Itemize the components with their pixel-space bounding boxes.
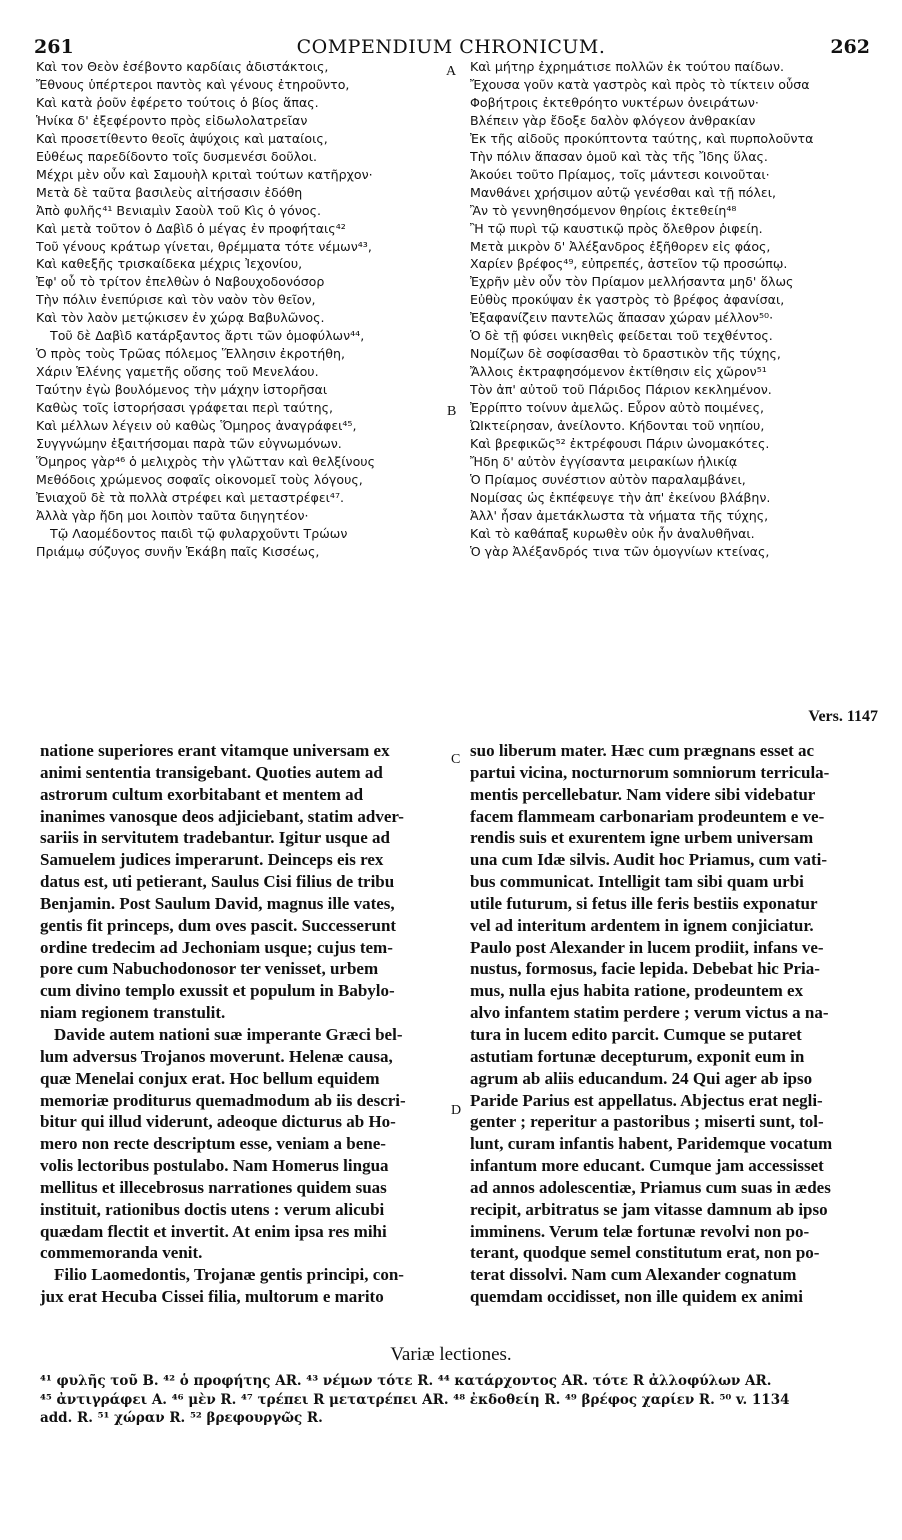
latin-text-line: nustus, formosus, facie lepida. Debebat hic Pria- — [470, 959, 820, 979]
latin-text-line: genter ; reperitur a pastoribus ; miserti sunt, tol- — [470, 1112, 824, 1132]
latin-text-line: rendis suis et exurentem igne urbem universam — [470, 828, 814, 848]
latin-text-line: niam regionem transtulit. — [40, 1003, 226, 1023]
margin-letter-b: B — [447, 404, 457, 419]
latin-text-line: mero non recte descriptum esse, veniam a bene- — [40, 1134, 386, 1154]
greek-verse-line: Καὶ μετὰ τοῦτον ὁ Δαβὶδ ὁ μέγας ἐν προφήταις⁴² — [36, 220, 346, 236]
latin-text-line: mellitus et illecebrosus narrationes quidem suas — [40, 1177, 387, 1197]
latin-text-line: agrum ab aliis educandum. 24 Qui ager ab ipso — [470, 1068, 813, 1088]
greek-verse-line: Μετὰ μικρὸν δ' Ἀλέξανδρος ἐξῆθορεν εἰς φάος, — [470, 238, 771, 254]
latin-text-line: bus communicat. Intelligit tam sibi quam urbi — [470, 872, 804, 892]
greek-verse-line: Εὐθέως παρεδίδοντο τοῖς δυσμενέσι δοῦλοι. — [36, 148, 318, 164]
greek-verse-line: Συγγνώμην ἐξαιτήσομαι παρὰ τῶν εὐγνωμόνων. — [36, 436, 342, 452]
greek-verse-line: Καὶ καθεξῆς τρισκαίδεκα μέχρις Ἰεχονίου, — [36, 256, 303, 272]
greek-verse-line: Ἀπὸ φυλῆς⁴¹ Βενιαμὶν Σαοὺλ τοῦ Κὶς ὁ γόνος. — [36, 202, 321, 218]
latin-text-line: terant, quodque semel constitutum erat, non po- — [470, 1243, 820, 1263]
latin-text-line: ordine tredecim ad Jechoniam usque; cujus tem- — [40, 937, 393, 957]
latin-text-line: volis lectoribus postulabo. Nam Homerus lingua — [40, 1156, 389, 1176]
variant-reading-line: ⁴⁵ ἀντιγράφει A. ⁴⁶ μὲν R. ⁴⁷ τρέπει R μετατρέπει AR. ⁴⁸ ἐκδοθείη R. ⁴⁹ βρέφος χαρίεν R. ⁵⁰ v. 1134 — [40, 1391, 790, 1408]
greek-verse-line: Ὁ γὰρ Ἀλέξανδρός τινα τῶν ὁμογνίων κτείνας, — [470, 543, 770, 559]
latin-text-line: quædam flectit et invertit. At enim ipsa res mihi — [40, 1221, 387, 1241]
greek-verse-line: Καὶ κατὰ ῥοῦν ἐφέρετο τούτοις ὁ βίος ἅπας. — [36, 94, 319, 110]
greek-verse-line: Ἐχρῆν μὲν οὖν τὸν Πρίαμον μελλήσαντα μηδ' ὅλως — [470, 274, 794, 290]
greek-verse-line: Καὶ τὸν λαὸν μετῴκισεν ἐν χώρᾳ Βαβυλῶνος. — [36, 310, 325, 326]
latin-text-line: bitur qui illud viderunt, adeoque dicturus ab Ho- — [40, 1112, 396, 1132]
greek-verse-line: Τῷ Λαομέδοντος παιδὶ τῷ φυλαρχοῦντι Τρώων — [50, 525, 348, 541]
greek-verse-line: Ὁ δὲ τῇ φύσει νικηθεὶς φείδεται τοῦ τεχθέντος. — [470, 328, 773, 344]
margin-letter-c: C — [451, 752, 461, 767]
greek-verse-line: Ἐξαφανίζειν παντελῶς ἅπασαν χώραν μέλλον⁵⁰· — [470, 310, 774, 326]
greek-verse-line: Τοῦ δὲ Δαβὶδ κατάρξαντος ἄρτι τῶν ὁμοφύλων⁴⁴, — [50, 328, 365, 344]
greek-verse-line: Ἡνίκα δ' ἐξεφέροντο πρὸς εἰδωλολατρεῖαν — [36, 112, 308, 128]
greek-verse-line: Ἀλλὰ γὰρ ἤδη μοι λοιπὸν ταῦτα διηγητέον· — [36, 507, 309, 523]
page-header — [0, 6, 902, 58]
greek-verse-line: Ἀλλ' ἦσαν ἀμετάκλωστα τὰ νήματα τῆς τύχης, — [470, 507, 769, 523]
latin-text-line: vel ad interitum ardentem in ignem conjiciatur. — [470, 915, 814, 935]
latin-text-line: cum divino templo exussit et populum in Babylo- — [40, 981, 395, 1001]
greek-verse-line: Νομίζων δὲ σοφίσασθαι τὸ δραστικὸν τῆς τύχης, — [470, 346, 781, 362]
latin-text-line: jux erat Hecuba Cissei filia, multorum e marito — [40, 1287, 384, 1307]
greek-verse-line: Βλέπειν γὰρ ἔδοξε δαλὸν φλόγεον ἀνθρακίαν — [470, 112, 756, 128]
running-title: COMPENDIUM CHRONICUM. — [296, 36, 606, 58]
greek-verse-line: Μεθόδοις χρώμενος σοφαῖς οἰκονομεῖ τοὺς λόγους, — [36, 471, 363, 487]
greek-verse-line: Ἔχουσα γοῦν κατὰ γαστρὸς καὶ πρὸς τὸ τίκτειν οὖσα — [470, 76, 810, 92]
latin-text-line: commemoranda venit. — [40, 1243, 203, 1263]
latin-text-line: infantum more educant. Cumque jam accessisset — [470, 1156, 824, 1176]
greek-verse-line: Τὴν πόλιν ἅπασαν ὁμοῦ καὶ τὰς τῆς Ἴδης ὕλας. — [470, 148, 768, 164]
greek-verse-line: Καθὼς τοῖς ἱστορήσασι γράφεται περὶ ταύτης, — [36, 400, 333, 416]
latin-text-line: pore cum Nabuchodonosor ter venisset, urbem — [40, 959, 379, 979]
latin-text-line: quæ Menelai conjux erat. Hoc bellum equidem — [40, 1068, 380, 1088]
latin-text-line: mus, nulla ejus habita ratione, prodeuntem ex — [470, 981, 804, 1001]
greek-verse-line: Ὁ πρὸς τοὺς Τρῶας πόλεμος Ἕλλησιν ἐκροτήθη, — [36, 346, 345, 362]
greek-verse-line: Χαρίεν βρέφος⁴⁹, εὐπρεπές, ἀστεῖον τῷ προσώπῳ. — [470, 256, 788, 272]
greek-verse-line: Τοῦ γένους κράτωρ γίνεται, θρέμματα τότε νέμων⁴³, — [36, 238, 372, 254]
latin-text-line: Samuelem judices imperarunt. Deinceps eis rex — [40, 850, 384, 870]
latin-text-line: Paride Parius est appellatus. Abjectus erat negli- — [470, 1090, 823, 1110]
greek-verse-line: Ἀκούει τοῦτο Πρίαμος, τοῖς μάντεσι κοινοῦται· — [470, 166, 770, 182]
variae-lectiones — [40, 1372, 890, 1428]
greek-verse-line: Καὶ μέλλων λέγειν οὐ καθὼς Ὅμηρος ἀναγράφει⁴⁵, — [36, 418, 357, 434]
greek-verse-line: Ἐνιαχοῦ δὲ τὰ πολλὰ στρέφει καὶ μεταστρέφει⁴⁷. — [36, 489, 344, 505]
latin-text-line: Benjamin. Post Saulum David, magnus ille vates, — [40, 893, 395, 913]
greek-verse-line: Καὶ τον Θεὸν ἐσέβοντο καρδίαις ἀδιστάκτοις, — [36, 59, 329, 74]
greek-verse-line: Μανθάνει χρήσιμον αὐτῷ γενέσθαι καὶ τῇ πόλει, — [470, 184, 777, 200]
greek-verse-line: Νομίσας ὡς ἐκπέφευγε τὴν ἀπ' ἐκείνου βλάβην. — [470, 489, 771, 505]
latin-text-line: instituit, rationibus doctis utens : verum alicubi — [40, 1199, 385, 1219]
latin-text-line: sariis in servitutem tradebantur. Igitur usque ad — [40, 828, 390, 848]
latin-text-line: datus est, uti petierant, Saulus Cisi filius de tribu — [40, 872, 395, 892]
latin-text-line: lunt, curam infantis habent, Paridemque vocatum — [470, 1134, 833, 1154]
latin-text-line: alvo infantem statim perdere ; verum victus a na- — [470, 1003, 829, 1023]
variae-lectiones-title: Variæ lectiones. — [390, 1344, 512, 1365]
latin-text-line: tura in lucem edito parcit. Cumque se putaret — [470, 1024, 802, 1044]
greek-verse-line: Τὴν πόλιν ἐνεπύρισε καὶ τὸν ναὸν τὸν θεῖον, — [36, 292, 316, 308]
greek-column-right — [470, 58, 880, 561]
latin-text-line: animi sententia transigebant. Quoties autem ad — [40, 762, 383, 782]
greek-verse-line: Καὶ τὸ καθάπαξ κυρωθὲν οὐκ ἦν ἀναλυθῆναι. — [470, 525, 755, 541]
greek-verse-line: Ἔθνους ὑπέρτεροι παντὸς καὶ γένους ἐτηροῦντο, — [36, 76, 350, 92]
greek-verse-line: Ἂν τὸ γεννηθησόμενον θηρίοις ἐκτεθείη⁴⁸ — [470, 202, 737, 218]
latin-text-line: Paulo post Alexander in lucem prodiit, infans ve- — [470, 937, 824, 957]
latin-text-line: astutiam fortunæ decepturum, exponit eum in — [470, 1046, 805, 1066]
greek-verse-line: Ἄλλοις ἐκτραφησόμενον ἐκτίθησιν εἰς χῶρον⁵¹ — [470, 364, 767, 380]
latin-text-line: memoriæ proditurus quemadmodum ab iis descri- — [40, 1090, 406, 1110]
latin-column-left — [40, 740, 445, 1308]
greek-verse-line: Ἐρρίπτο τοίνυν ἀμελῶς. Εὗρον αὐτὸ ποιμένες, — [470, 400, 764, 416]
greek-verse-line: Ἐφ' οὗ τὸ τρίτον ἐπελθὼν ὁ Ναβουχοδονόσορ — [36, 274, 325, 290]
greek-verse-line: Φοβήτροις ἐκτεθρόητο νυκτέρων ὀνειράτων· — [470, 94, 759, 110]
greek-verse-line: Μετὰ δὲ ταῦτα βασιλεὺς αἰτήσασιν ἐδόθη — [36, 184, 303, 200]
greek-verse-line: Ὁ Πρίαμος συνέστιον αὐτὸν παραλαμβάνει, — [470, 471, 746, 487]
verse-reference: Vers. 1147 — [808, 708, 878, 725]
latin-column-right — [470, 740, 880, 1308]
latin-text-line: inanimes vanosque deos adjiciebant, statim adver- — [40, 806, 404, 826]
margin-letter-a: A — [446, 64, 457, 79]
latin-text-line: utile futurum, si fetus ille feris bestiis exponatur — [470, 893, 818, 913]
latin-text-line: recipit, arbitratus se jam vitasse damnum ab ipso — [470, 1199, 828, 1219]
variant-reading-line: ⁴¹ φυλῆς τοῦ B. ⁴² ὁ προφήτης AR. ⁴³ νέμων τότε R. ⁴⁴ κατάρχοντος AR. τότε R ἀλλοφύλων AR. — [40, 1373, 772, 1389]
latin-text-line: mentis percellebatur. Nam videre sibi videbatur — [470, 784, 816, 804]
greek-verse-line: Καὶ προσετίθεντο θεοῖς ἀψύχοις καὶ ματαίοις, — [36, 130, 328, 146]
latin-text-line: lum adversus Trojanos moverunt. Helenæ causa, — [40, 1046, 393, 1066]
latin-text-line: natione superiores erant vitamque universam ex — [40, 741, 390, 760]
latin-text-line: imminens. Verum telæ fortunæ revolvi non po- — [470, 1221, 810, 1241]
greek-verse-line: Ταύτην ἐγὼ βουλόμενος τὴν μάχην ἱστορῆσαι — [36, 382, 328, 398]
page-number-left: 261 — [34, 36, 74, 58]
greek-column-left — [36, 58, 456, 561]
margin-letter-d: D — [451, 1103, 462, 1118]
greek-verse-line: Καὶ μήτηρ ἐχρημάτισε πολλῶν ἐκ τούτου παίδων. — [470, 59, 784, 74]
greek-verse-line: Τὸν ἀπ' αὐτοῦ τοῦ Πάριδος Πάριον κεκλημένον. — [470, 382, 772, 398]
greek-verse-line: Καὶ βρεφικῶς⁵² ἐκτρέφουσι Πάριν ὠνομακότες. — [470, 436, 770, 452]
latin-text-line: partui vicina, nocturnorum somniorum terricula- — [470, 762, 830, 782]
greek-verse-line: Ἐκ τῆς αἰδοῦς προκύπτοντα ταύτης, καὶ πυρπολοῦντα — [470, 130, 814, 146]
greek-verse-line: Ἤδη δ' αὐτὸν ἐγγίσαντα μειρακίων ἡλικίᾳ — [470, 453, 738, 469]
latin-text-line: quemdam occidisset, non ille quidem ex animi — [470, 1287, 803, 1307]
greek-verse-line: Χάριν Ἑλένης γαμετῆς οὔσης τοῦ Μενελάου. — [36, 364, 319, 380]
page-number-right: 262 — [830, 36, 870, 58]
latin-text-line: gentis fit princeps, dum oves pascit. Successerunt — [40, 915, 397, 935]
greek-verse-line: Μέχρι μὲν οὖν καὶ Σαμουὴλ κριταὶ τούτων κατῆρχον· — [36, 166, 373, 182]
latin-text-line: Filio Laomedontis, Trojanæ gentis principi, con- — [54, 1265, 404, 1285]
latin-text-line: Davide autem nationi suæ imperante Græci bel- — [54, 1024, 403, 1044]
latin-text-line: ad annos adolescentiæ, Priamus cum suas in ædes — [470, 1177, 831, 1197]
latin-text-line: facem flammeam carbonariam prodeuntem e ve- — [470, 806, 825, 826]
latin-text-line: una cum Idæ silvis. Audit hoc Priamus, cum vati- — [470, 850, 828, 870]
greek-verse-line: Πριάμῳ σύζυγος συνῆν Ἑκάβη παῖς Κισσέως, — [36, 543, 320, 559]
greek-verse-line: Ὅμηρος γὰρ⁴⁶ ὁ μελιχρὸς τὴν γλῶτταν καὶ θελξίνους — [36, 453, 375, 469]
greek-verse-line: Εὐθὺς προκύψαν ἐκ γαστρὸς τὸ βρέφος ἀφανίσαι, — [470, 292, 785, 308]
latin-text-line: terat dissolvi. Nam cum Alexander cognatum — [470, 1265, 797, 1285]
variant-reading-line: add. R. ⁵¹ χώραν R. ⁵² βρεφουργῶς R. — [40, 1410, 323, 1426]
latin-text-line: astrorum cultum exorbitabant et mentem ad — [40, 784, 364, 804]
latin-text-line: suo liberum mater. Hæc cum prægnans esset ac — [470, 741, 815, 760]
greek-verse-line: ὨΙκτείρησαν, ἀνείλοντο. Κήδονται τοῦ νηπίου, — [470, 418, 765, 434]
greek-verse-line: Ἢ τῷ πυρὶ τῷ καυστικῷ πρὸς ὄλεθρον ῥιφείη. — [470, 220, 763, 236]
